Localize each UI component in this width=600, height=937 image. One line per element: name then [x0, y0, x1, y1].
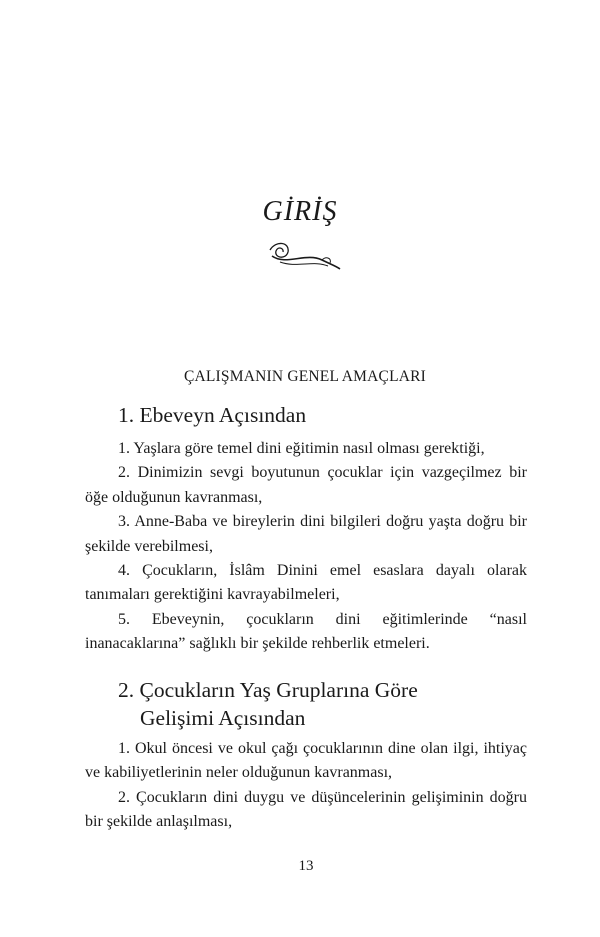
part2-heading: [118, 676, 418, 732]
list-item: 1. Okul öncesi ve okul çağı çocuklarının dine olan ilgi, ihtiyaç ve kabiliyetlerinin neler olduğunun kavranması,: [85, 740, 527, 782]
list-item: 2. Dinimizin sevgi boyutunun çocuklar için vazgeçilmez bir öğe olduğunun kavranması,: [85, 464, 527, 506]
list-item: 4. Çocukların, İslâm Dinini emel esaslara dayalı olarak tanımaları gerektiğini kavrayabilmeleri,: [85, 562, 527, 604]
part2-heading-line2: Gelişimi Açısından: [140, 706, 306, 730]
flourish-ornament-icon: [266, 238, 342, 272]
chapter-title: GİRİŞ: [262, 196, 338, 227]
part1-heading: 1. Ebeveyn Açısından: [118, 403, 307, 427]
section-title: ÇALIŞMANIN GENEL AMAÇLARI: [183, 368, 427, 385]
list-item: 5. Ebeveynin, çocukların dini eğitimlerinde “nasıl inanacaklarına” sağlıklı bir şekilde rehberlik etmeleri.: [85, 610, 527, 653]
part1-list: [85, 437, 527, 657]
part2-heading-line1: 2. Çocukların Yaş Gruplarına Göre: [118, 678, 418, 702]
part2-list: [85, 737, 527, 835]
page-number: 13: [298, 858, 314, 874]
list-item: 1. Yaşlara göre temel dini eğitimin nasıl olması gerektiği,: [118, 440, 485, 457]
list-item: 2. Çocukların dini duygu ve düşüncelerinin gelişiminin doğru bir şekilde anlaşılması,: [85, 788, 527, 831]
list-item: 3. Anne-Baba ve bireylerin dini bilgileri doğru yaşta doğru bir şekilde verebilmesi,: [85, 513, 527, 555]
